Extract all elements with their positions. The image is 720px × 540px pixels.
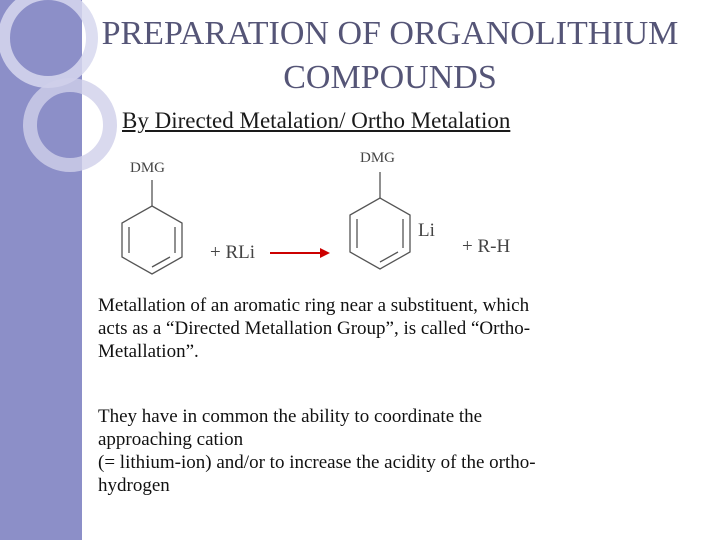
paragraph2-line2: approaching cation: [98, 429, 244, 450]
byproduct-label: + R-H: [462, 236, 511, 257]
paragraph-definition: [98, 294, 698, 363]
product-benzene-ring: [350, 172, 410, 269]
reagent-label: + RLi: [210, 242, 256, 263]
slide-subtitle: By Directed Metalation/ Ortho Metalation: [122, 108, 511, 133]
lithium-substituent-label: Li: [418, 220, 435, 241]
title-line-2: COMPOUNDS: [283, 59, 497, 96]
paragraph-explanation: [98, 405, 698, 497]
paragraph1-line3: Metallation”.: [98, 341, 199, 362]
title-line-1: PREPARATION OF ORGANOLITHIUM: [101, 15, 679, 52]
reactant-benzene-ring: [122, 180, 182, 274]
product-dmg-label: DMG: [360, 150, 396, 166]
paragraph2-line4: hydrogen: [98, 475, 170, 496]
paragraph1-line1: Metallation of an aromatic ring near a substituent, which: [98, 295, 530, 316]
paragraph2-line1: They have in common the ability to coordinate the: [98, 406, 483, 427]
reactant-dmg-label: DMG: [130, 160, 166, 176]
paragraph1-line2: acts as a “Directed Metallation Group”, is called “Ortho-: [98, 318, 531, 339]
reaction-arrow: [270, 248, 330, 258]
paragraph2-line3: (= lithium-ion) and/or to increase the acidity of the ortho-: [98, 452, 536, 473]
